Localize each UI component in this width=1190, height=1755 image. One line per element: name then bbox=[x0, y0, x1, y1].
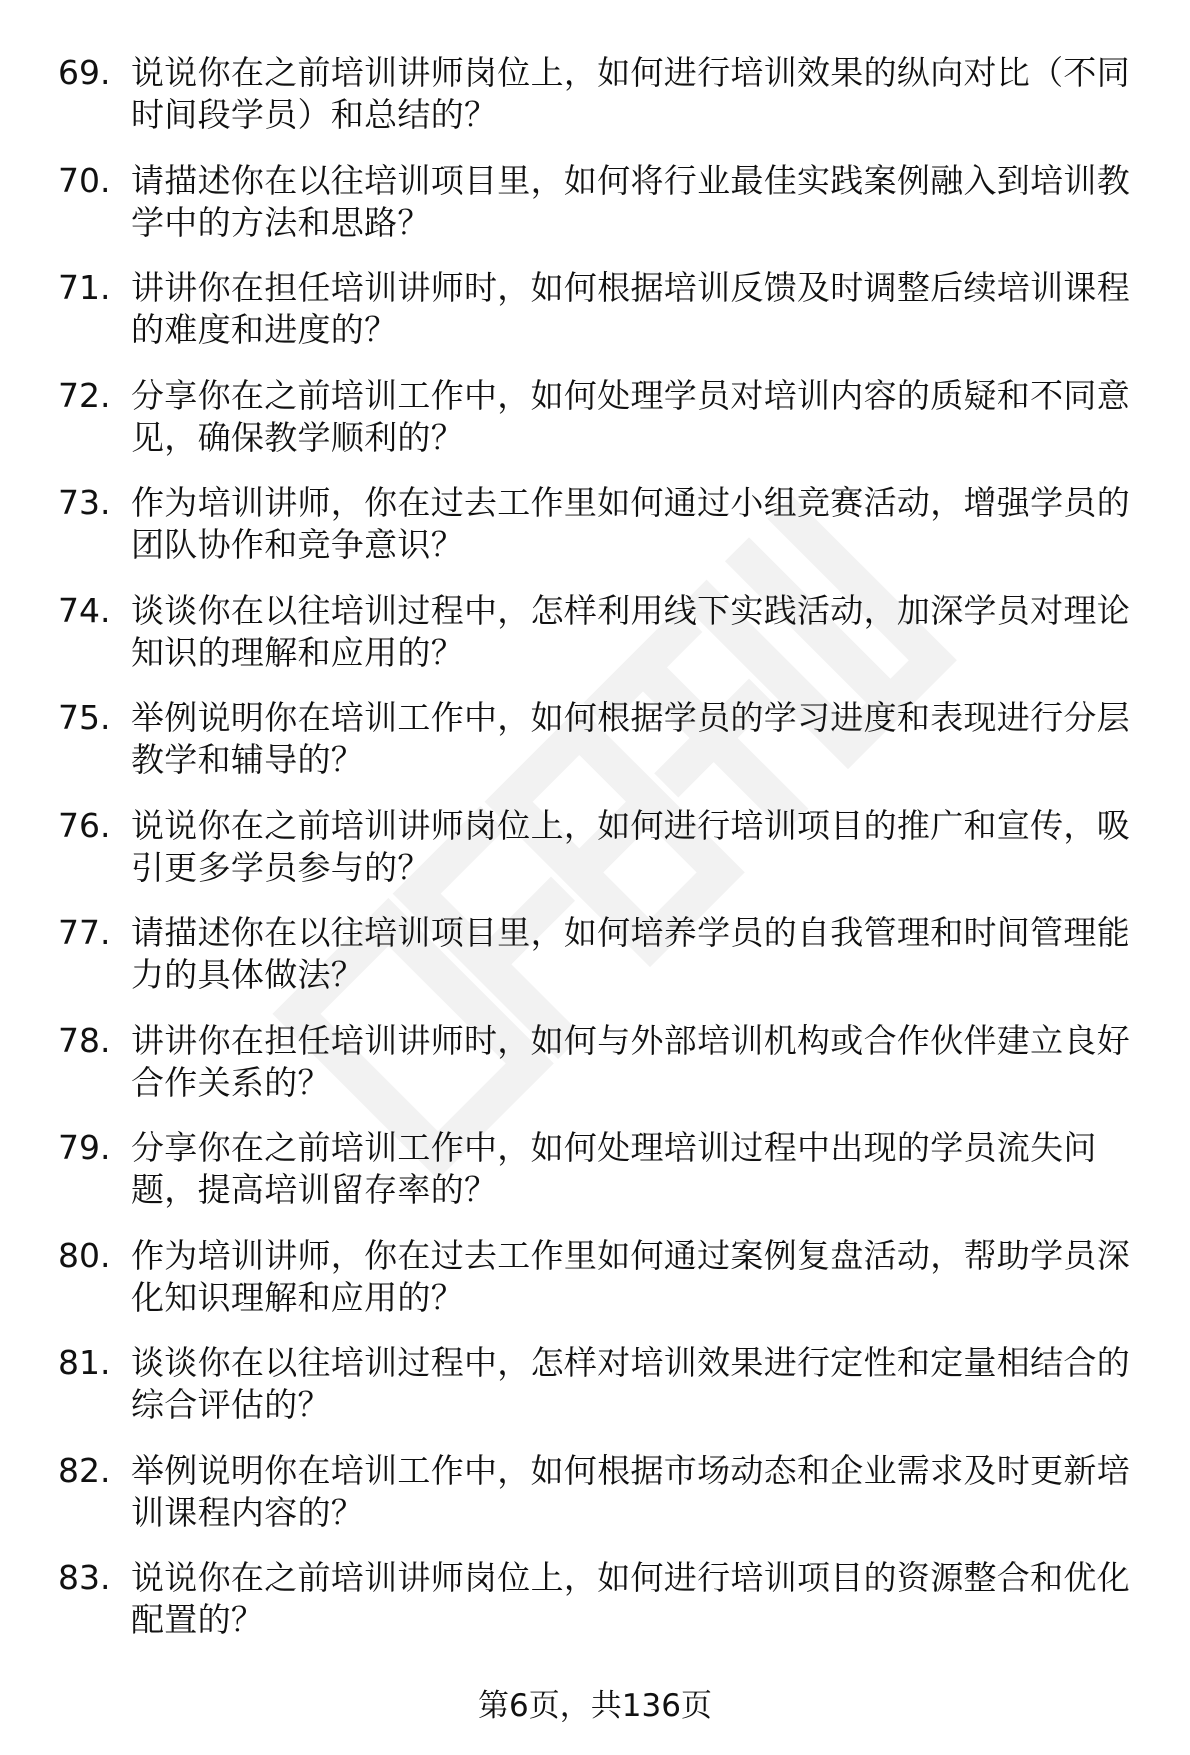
list-item bbox=[0, 375, 1190, 483]
list-item bbox=[0, 1020, 1190, 1128]
question-text: 请描述你在以往培训项目里，如何将行业最佳实践案例融入到培训教学中的方法和思路？ bbox=[131, 160, 1130, 242]
question-number: 70. bbox=[58, 160, 111, 200]
list-item bbox=[0, 1127, 1190, 1235]
list-item bbox=[0, 267, 1190, 375]
list-item bbox=[0, 1450, 1190, 1558]
question-text: 讲讲你在担任培训讲师时，如何与外部培训机构或合作伙伴建立良好合作关系的？ bbox=[131, 1020, 1130, 1102]
question-text: 讲讲你在担任培训讲师时，如何根据培训反馈及时调整后续培训课程的难度和进度的？ bbox=[131, 268, 1130, 349]
question-text: 说说你在之前培训讲师岗位上，如何进行培训效果的纵向对比（不同时间段学员）和总结的？ bbox=[131, 53, 1130, 134]
question-text: 举例说明你在培训工作中，如何根据市场动态和企业需求及时更新培训课程内容的？ bbox=[131, 1450, 1130, 1532]
question-number: 81. bbox=[58, 1343, 111, 1382]
question-number: 80. bbox=[58, 1235, 111, 1275]
question-text: 作为培训讲师，你在过去工作里如何通过小组竞赛活动，增强学员的团队协作和竞争意识？ bbox=[131, 483, 1130, 564]
question-text: 作为培训讲师，你在过去工作里如何通过案例复盘活动，帮助学员深化知识理解和应用的？ bbox=[131, 1235, 1130, 1317]
question-text: 说说你在之前培训讲师岗位上，如何进行培训项目的推广和宣传，吸引更多学员参与的？ bbox=[131, 805, 1130, 887]
question-text: 谈谈你在以往培训过程中，怎样对培训效果进行定性和定量相结合的综合评估的？ bbox=[131, 1343, 1130, 1424]
list-item bbox=[0, 590, 1190, 698]
page-number: 第6页，共136页 bbox=[478, 1688, 712, 1724]
list-item bbox=[0, 912, 1190, 1020]
list-item bbox=[0, 1557, 1190, 1665]
list-item bbox=[0, 482, 1190, 590]
list-item bbox=[0, 160, 1190, 268]
list-item bbox=[0, 697, 1190, 805]
list-item bbox=[0, 1342, 1190, 1450]
question-number: 83. bbox=[58, 1558, 111, 1597]
question-number: 73. bbox=[58, 483, 111, 522]
question-text: 举例说明你在培训工作中，如何根据学员的学习进度和表现进行分层教学和辅导的？ bbox=[131, 698, 1130, 779]
question-number: 75. bbox=[58, 698, 111, 737]
question-number: 78. bbox=[58, 1020, 111, 1060]
question-number: 82. bbox=[58, 1450, 111, 1490]
list-item bbox=[0, 1235, 1190, 1343]
list-item bbox=[0, 52, 1190, 160]
list-item bbox=[0, 805, 1190, 913]
question-text: 分享你在之前培训工作中，如何处理培训过程中出现的学员流失问题，提高培训留存率的？ bbox=[131, 1128, 1097, 1209]
question-text: 请描述你在以往培训项目里，如何培养学员的自我管理和时间管理能力的具体做法？ bbox=[131, 913, 1130, 994]
question-text: 分享你在之前培训工作中，如何处理学员对培训内容的质疑和不同意见，确保教学顺利的？ bbox=[131, 375, 1130, 457]
question-text: 谈谈你在以往培训过程中，怎样利用线下实践活动，加深学员对理论知识的理解和应用的？ bbox=[131, 590, 1130, 672]
question-number: 77. bbox=[58, 913, 111, 952]
question-number: 74. bbox=[58, 590, 111, 630]
question-text: 说说你在之前培训讲师岗位上，如何进行培训项目的资源整合和优化配置的？ bbox=[131, 1558, 1130, 1639]
question-number: 79. bbox=[58, 1128, 111, 1167]
question-number: 69. bbox=[58, 53, 111, 92]
question-number: 72. bbox=[58, 375, 111, 415]
question-number: 76. bbox=[58, 805, 111, 845]
question-number: 71. bbox=[58, 268, 111, 307]
question-list bbox=[0, 52, 1190, 1665]
